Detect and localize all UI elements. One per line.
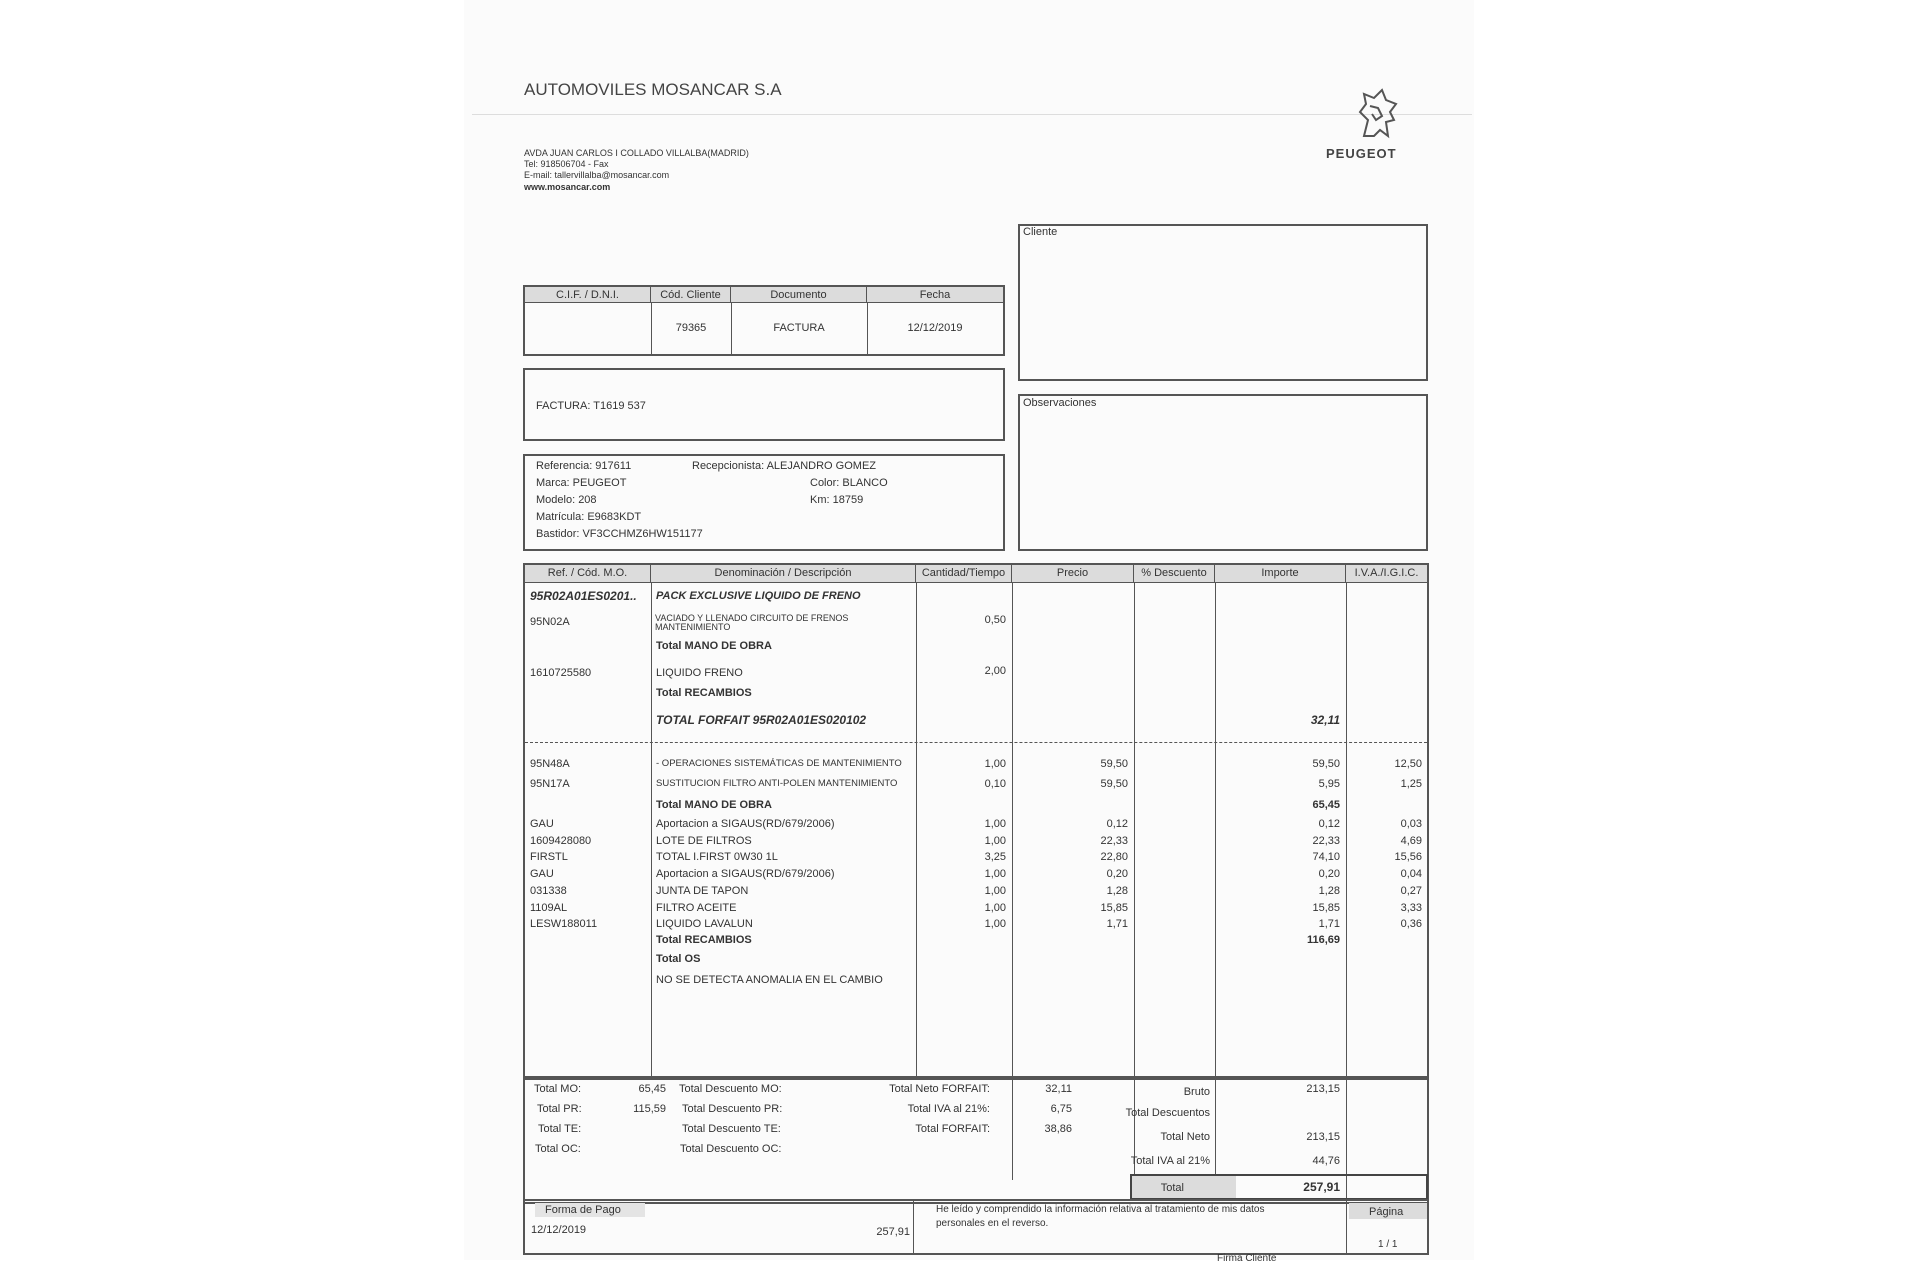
parts_lines-ref: FIRSTL bbox=[530, 851, 568, 863]
forfait-total-label: TOTAL FORFAIT 95R02A01ES020102 bbox=[656, 713, 867, 727]
labor_lines-vat: 1,25 bbox=[1400, 778, 1422, 790]
company-web: www.mosancar.com bbox=[524, 182, 611, 192]
labor_lines-qty: 1,00 bbox=[984, 758, 1006, 770]
vehicle-color: Color: BLANCO bbox=[810, 477, 888, 489]
forfait-ref: 95R02A01ES0201.. bbox=[530, 589, 637, 603]
observaciones-label: Observaciones bbox=[1023, 397, 1097, 409]
bruto-value: 213,15 bbox=[1306, 1083, 1340, 1095]
desc-oc-label: Total Descuento OC: bbox=[680, 1143, 782, 1155]
header-fecha: Fecha bbox=[867, 287, 1003, 303]
parts_lines-desc: LIQUIDO LAVALUN bbox=[656, 918, 753, 930]
fecha-value: 12/12/2019 bbox=[907, 322, 963, 334]
forma-pago-label: Forma de Pago bbox=[545, 1204, 621, 1216]
header-documento: Documento bbox=[731, 287, 867, 303]
forfait-mo-qty: 0,50 bbox=[984, 614, 1006, 626]
descuentos-label: Total Descuentos bbox=[1125, 1107, 1210, 1119]
total-mo-sum-value: 65,45 bbox=[638, 1083, 666, 1095]
labor_lines-price: 59,50 bbox=[1100, 778, 1128, 790]
forfait-title: PACK EXCLUSIVE LIQUIDO DE FRENO bbox=[656, 590, 861, 602]
labor_lines-ref: 95N48A bbox=[530, 758, 570, 770]
pago-fecha: 12/12/2019 bbox=[531, 1224, 587, 1236]
labor_lines-amount: 59,50 bbox=[1312, 758, 1340, 770]
parts_lines-qty: 3,25 bbox=[984, 851, 1006, 863]
col-descripcion: Denominación / Descripción bbox=[651, 565, 916, 583]
divider bbox=[913, 1201, 914, 1253]
total-label: Total bbox=[1160, 1182, 1184, 1194]
forfait-total-rec: Total RECAMBIOS bbox=[656, 687, 752, 699]
labor_lines-desc: - OPERACIONES SISTEMÁTICAS DE MANTENIMIENTO bbox=[656, 758, 902, 769]
total-mo-value: 65,45 bbox=[1312, 799, 1340, 811]
parts_lines-desc: TOTAL I.FIRST 0W30 1L bbox=[656, 851, 778, 863]
brand-name: PEUGEOT bbox=[1326, 146, 1397, 161]
header-cod-cliente: Cód. Cliente bbox=[651, 287, 731, 303]
parts_lines-amount: 0,20 bbox=[1318, 868, 1340, 880]
parts_lines-price: 22,33 bbox=[1100, 835, 1128, 847]
parts_lines-price: 15,85 bbox=[1100, 902, 1128, 914]
parts_lines-vat: 0,36 bbox=[1400, 918, 1422, 930]
col-precio: Precio bbox=[1012, 565, 1134, 583]
parts_lines-ref: 1109AL bbox=[530, 902, 568, 914]
divider bbox=[651, 583, 652, 1078]
parts_lines-ref: 031338 bbox=[530, 885, 567, 897]
col-descuento: % Descuento bbox=[1134, 565, 1215, 583]
company-name: AUTOMOVILES MOSANCAR S.A bbox=[524, 80, 782, 99]
company-address: AVDA JUAN CARLOS I COLLADO VILLALBA(MADRID) bbox=[524, 148, 749, 158]
parts_lines-qty: 1,00 bbox=[984, 918, 1006, 930]
parts_lines-vat: 4,69 bbox=[1400, 835, 1422, 847]
parts_lines-amount: 1,28 bbox=[1318, 885, 1340, 897]
forfait-separator bbox=[525, 742, 1427, 743]
legal-text-1: He leído y comprendido la información relativa al tratamiento de mis datos bbox=[936, 1204, 1265, 1215]
neto-forfait-value: 32,11 bbox=[1045, 1083, 1072, 1095]
legal-text-2: personales en el reverso. bbox=[936, 1218, 1049, 1229]
iva-21-value: 6,75 bbox=[1050, 1103, 1072, 1115]
vehicle-bastidor: Bastidor: VF3CCHMZ6HW151177 bbox=[536, 528, 703, 540]
forfait-total-mo: Total MANO DE OBRA bbox=[656, 640, 772, 652]
forfait-rec-desc: LIQUIDO FRENO bbox=[656, 667, 743, 679]
total-te-label: Total TE: bbox=[538, 1123, 582, 1135]
parts_lines-amount: 22,33 bbox=[1312, 835, 1340, 847]
cod-cliente-value: 79365 bbox=[675, 322, 707, 334]
forfait-total-value: 32,11 bbox=[1310, 713, 1340, 727]
pagina-value: 1 / 1 bbox=[1378, 1239, 1398, 1250]
note-text: NO SE DETECTA ANOMALIA EN EL CAMBIO bbox=[656, 974, 883, 986]
company-phone: Tel: 918506704 - Fax bbox=[524, 159, 609, 169]
desc-pr-label: Total Descuento PR: bbox=[682, 1103, 783, 1115]
total-value: 257,91 bbox=[1303, 1180, 1340, 1194]
iva-label: Total IVA al 21% bbox=[1130, 1155, 1210, 1167]
parts_lines-amount: 1,71 bbox=[1318, 918, 1340, 930]
total-mo-sum-label: Total MO: bbox=[534, 1083, 582, 1095]
parts_lines-qty: 1,00 bbox=[984, 868, 1006, 880]
col-ref: Ref. / Cód. M.O. bbox=[525, 565, 651, 583]
forfait-mo-desc: VACIADO Y LLENADO CIRCUITO DE FRENOS bbox=[655, 613, 849, 623]
vehicle-matricula: Matrícula: E9683KDT bbox=[536, 511, 642, 523]
col-cantidad: Cantidad/Tiempo bbox=[916, 565, 1012, 583]
labor_lines-qty: 0,10 bbox=[984, 778, 1006, 790]
total-pr-value: 115,59 bbox=[633, 1103, 666, 1115]
parts_lines-price: 0,12 bbox=[1106, 818, 1128, 830]
parts_lines-vat: 0,04 bbox=[1400, 868, 1422, 880]
parts_lines-amount: 74,10 bbox=[1312, 851, 1340, 863]
cliente-label: Cliente bbox=[1023, 226, 1058, 238]
parts_lines-desc: FILTRO ACEITE bbox=[656, 902, 737, 914]
parts_lines-ref: LESW188011 bbox=[530, 918, 598, 930]
peugeot-lion-icon bbox=[1352, 86, 1402, 147]
neto-forfait-label: Total Neto FORFAIT: bbox=[889, 1083, 990, 1095]
cliente-box bbox=[1018, 224, 1428, 381]
desc-mo-label: Total Descuento MO: bbox=[679, 1083, 782, 1095]
company-email: E-mail: tallervillalba@mosancar.com bbox=[524, 170, 670, 180]
parts_lines-price: 1,28 bbox=[1106, 885, 1128, 897]
header-divider bbox=[472, 114, 1472, 115]
vehicle-recepcionista: Recepcionista: ALEJANDRO GOMEZ bbox=[692, 460, 877, 472]
pagina-label: Página bbox=[1369, 1206, 1404, 1218]
total-pr-label: Total PR: bbox=[537, 1103, 582, 1115]
parts_lines-ref: 1609428080 bbox=[530, 835, 592, 847]
vehicle-modelo: Modelo: 208 bbox=[536, 494, 597, 506]
total-rec-value: 116,69 bbox=[1306, 934, 1340, 946]
parts_lines-price: 1,71 bbox=[1106, 918, 1128, 930]
total-oc-label: Total OC: bbox=[535, 1143, 581, 1155]
labor_lines-ref: 95N17A bbox=[530, 778, 570, 790]
parts_lines-vat: 15,56 bbox=[1394, 851, 1422, 863]
documento-value: FACTURA bbox=[773, 322, 825, 334]
labor_lines-amount: 5,95 bbox=[1318, 778, 1340, 790]
col-importe: Importe bbox=[1215, 565, 1346, 583]
vehicle-km: Km: 18759 bbox=[810, 494, 864, 506]
parts_lines-desc: LOTE DE FILTROS bbox=[656, 835, 752, 847]
forfait-mo-desc2: MANTENIMIENTO bbox=[655, 622, 731, 632]
neto-value: 213,15 bbox=[1306, 1131, 1340, 1143]
parts_lines-ref: GAU bbox=[530, 868, 554, 880]
divider bbox=[1346, 1201, 1347, 1253]
iva-21-label: Total IVA al 21%: bbox=[907, 1103, 990, 1115]
factura-number: FACTURA: T1619 537 bbox=[536, 400, 646, 412]
parts_lines-price: 22,80 bbox=[1100, 851, 1128, 863]
observaciones-box bbox=[1018, 394, 1428, 551]
parts_lines-qty: 1,00 bbox=[984, 902, 1006, 914]
total-os-label: Total OS bbox=[656, 953, 701, 965]
parts_lines-vat: 0,27 bbox=[1400, 885, 1422, 897]
parts_lines-qty: 1,00 bbox=[984, 818, 1006, 830]
iva-value: 44,76 bbox=[1312, 1155, 1340, 1167]
parts_lines-desc: Aportacion a SIGAUS(RD/679/2006) bbox=[656, 818, 835, 830]
total-rec-label: Total RECAMBIOS bbox=[656, 934, 752, 946]
labor_lines-vat: 12,50 bbox=[1394, 758, 1422, 770]
forfait-rec-qty: 2,00 bbox=[984, 665, 1006, 677]
neto-label: Total Neto bbox=[1160, 1131, 1210, 1143]
parts_lines-qty: 1,00 bbox=[984, 835, 1006, 847]
firma-cliente: Firma Cliente bbox=[1217, 1253, 1277, 1264]
divider bbox=[1134, 583, 1135, 1078]
parts_lines-amount: 15,85 bbox=[1312, 902, 1340, 914]
header-cif: C.I.F. / D.N.I. bbox=[525, 287, 651, 303]
labor_lines-price: 59,50 bbox=[1100, 758, 1128, 770]
col-iva: I.V.A./I.G.I.C. bbox=[1346, 565, 1427, 583]
desc-te-label: Total Descuento TE: bbox=[682, 1123, 781, 1135]
forfait-rec-ref: 1610725580 bbox=[530, 667, 592, 679]
forfait-mo-ref: 95N02A bbox=[530, 616, 570, 628]
parts_lines-price: 0,20 bbox=[1106, 868, 1128, 880]
parts_lines-amount: 0,12 bbox=[1318, 818, 1340, 830]
bruto-label: Bruto bbox=[1183, 1086, 1210, 1098]
pago-importe: 257,91 bbox=[876, 1226, 910, 1238]
parts_lines-vat: 3,33 bbox=[1400, 902, 1422, 914]
parts_lines-qty: 1,00 bbox=[984, 885, 1006, 897]
total-forfait-value: 38,86 bbox=[1044, 1123, 1072, 1135]
parts_lines-vat: 0,03 bbox=[1400, 818, 1422, 830]
vehicle-referencia: Referencia: 917611 bbox=[536, 460, 632, 472]
parts_lines-desc: Aportacion a SIGAUS(RD/679/2006) bbox=[656, 868, 835, 880]
parts_lines-desc: JUNTA DE TAPON bbox=[656, 885, 749, 897]
total-forfait-label: Total FORFAIT: bbox=[915, 1123, 990, 1135]
labor_lines-desc: SUSTITUCION FILTRO ANTI-POLEN MANTENIMIENTO bbox=[656, 778, 898, 789]
vehicle-marca: Marca: PEUGEOT bbox=[536, 477, 627, 489]
parts_lines-ref: GAU bbox=[530, 818, 554, 830]
total-mo-label: Total MANO DE OBRA bbox=[656, 799, 772, 811]
